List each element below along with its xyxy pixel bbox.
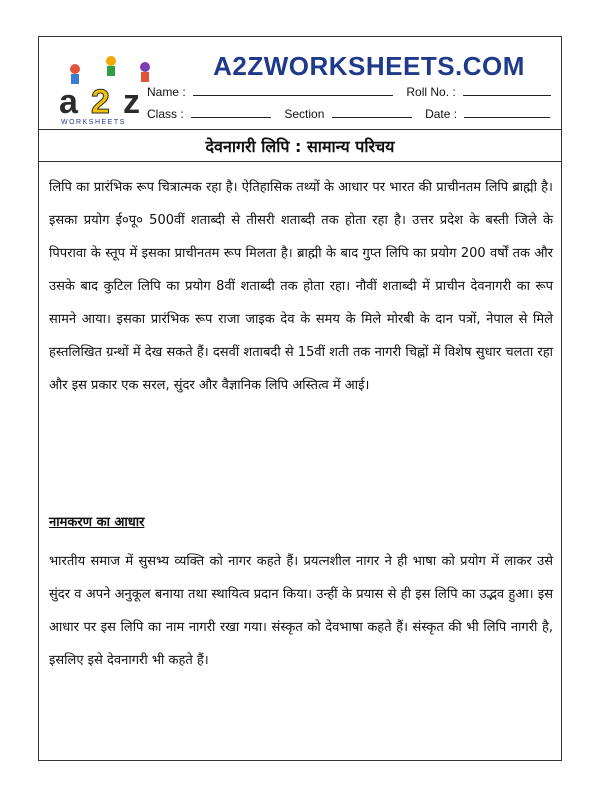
intro-paragraph: लिपि का प्रारंभिक रूप चित्रात्मक रहा है। ऐतिहासिक तथ्यों के आधार पर भारत की प्राचीनतम लिपि ब्राह्मी है। इसका प्रयोग ई०पू० 500वीं शताब्दी से तीसरी शताब्दी तक होता रहा है। उत्तर प्रदेश के बस्ती जिले के पिपरावा के स्तूप में इसका प्राचीनतम रूप मिलता है। ब्राह्मी के बाद गुप्त लिपि का प्रयोग 200 वर्षों तक और उसके बाद कुटिल लिपि का प्रयोग 8वीं शताब्दी तक होता रहा। नौवीं शताब्दी में प्राचीन देवनागरी का रूप सामने आया। इसका प्रारंभिक रूप राजा जाइक देव के समय के मिले मोरबी के दान पत्रों, नेपाल से मिले हस्तलिखित ग्रन्थों में देख सकते हैं। दसवीं शताबदी से 15वीं शती तक नागरी चिह्नों में विशेष सुधार चलता रहा और इस प्रकार एक सरल, सुंदर और वैज्ञानिक लिपि अस्तित्व में आई। (49, 180, 553, 393)
svg-text:z: z (123, 83, 140, 121)
svg-text:2: 2 (91, 83, 110, 121)
header-divider (39, 129, 561, 130)
name-field[interactable] (193, 85, 393, 96)
svg-text:a: a (59, 83, 78, 121)
section-heading: नामकरण का आधार (49, 515, 145, 530)
class-field[interactable] (191, 107, 271, 118)
date-field[interactable] (464, 107, 550, 118)
section-field[interactable] (332, 107, 412, 118)
roll-label: Roll No. : (406, 85, 456, 99)
name-roll-row (147, 85, 561, 99)
svg-text:WORKSHEETS: WORKSHEETS (61, 119, 126, 126)
naming-paragraph: भारतीय समाज में सुसभ्य व्यक्ति को नागर कहते हैं। प्रयत्नशील नागर ने ही भाषा को प्रयोग में लाकर उसे सुंदर व अपने अनुकूल बनाया तथा स्थायित्व प्रदान किया। उन्हीं के प्रयास से ही इस लिपि का उद्भव हुआ। इस आधार पर इस लिपि का नाम नागरी रखा गया। संस्कृत को देवभाषा कहते हैं। संस्कृत की भी लिपि नागरी है, इसलिए इसे देवनागरी भी कहते हैं। (49, 554, 553, 668)
title-divider (39, 161, 561, 162)
section-label: Section (284, 107, 325, 121)
site-title: A2ZWORKSHEETS.COM (213, 51, 525, 81)
name-label: Name : (147, 85, 186, 99)
worksheet-page (38, 36, 562, 761)
roll-field[interactable] (463, 85, 551, 96)
class-section-date-row (147, 107, 560, 121)
worksheet-title: देवनागरी लिपि : सामान्य परिचय (205, 137, 395, 156)
class-label: Class : (147, 107, 184, 121)
worksheet-header (39, 37, 561, 129)
date-label: Date : (425, 107, 458, 121)
